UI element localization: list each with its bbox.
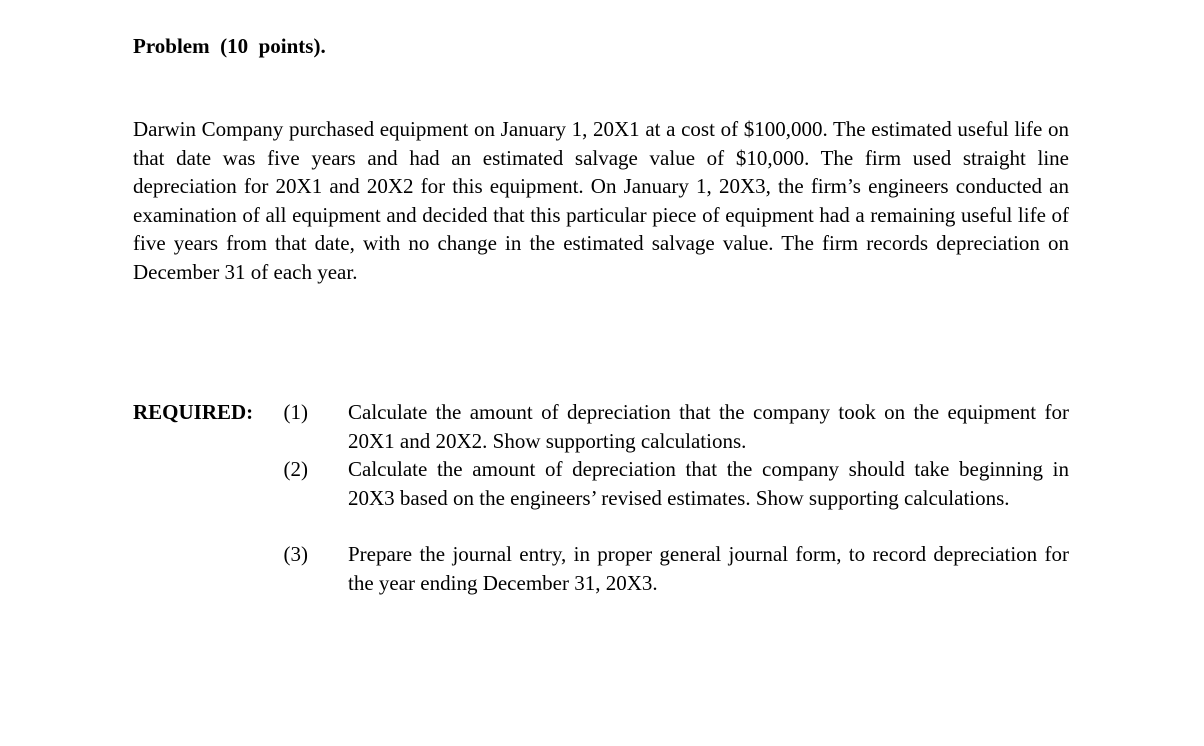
required-item-text: Prepare the journal entry, in proper general journal form, to record depreciation for the year ending December 31, 20X3. — [348, 542, 1069, 595]
required-item-text: Calculate the amount of depreciation that the company took on the equipment for 20X1 and 20X2. Show supporting calculations. — [348, 400, 1069, 453]
problem-intro-paragraph: Darwin Company purchased equipment on January 1, 20X1 at a cost of $100,000. The estimated useful life on that date was five years and had an estimated salvage value of $10,000. The firm used straight line depreciation for 20X1 and 20X2 for this equipment. On January 1, 20X3, the firm’s engineers conducted an examination of all equipment and decided that this particular piece of equipment had a remaining useful life of five years from that date, with no change in the estimated salvage value. The firm records depreciation on December 31 of each year. — [133, 117, 1069, 284]
required-label: REQUIRED: — [133, 400, 254, 424]
required-item-text: Calculate the amount of depreciation that the company should take beginning in 20X3 based on the engineers’ revised estimates. Show supporting calculations. — [348, 457, 1069, 510]
required-item-number: (3) — [283, 542, 308, 566]
required-item-number: (1) — [283, 400, 308, 424]
problem-title: Problem (10 points). — [133, 34, 326, 58]
required-item-number: (2) — [283, 457, 308, 481]
